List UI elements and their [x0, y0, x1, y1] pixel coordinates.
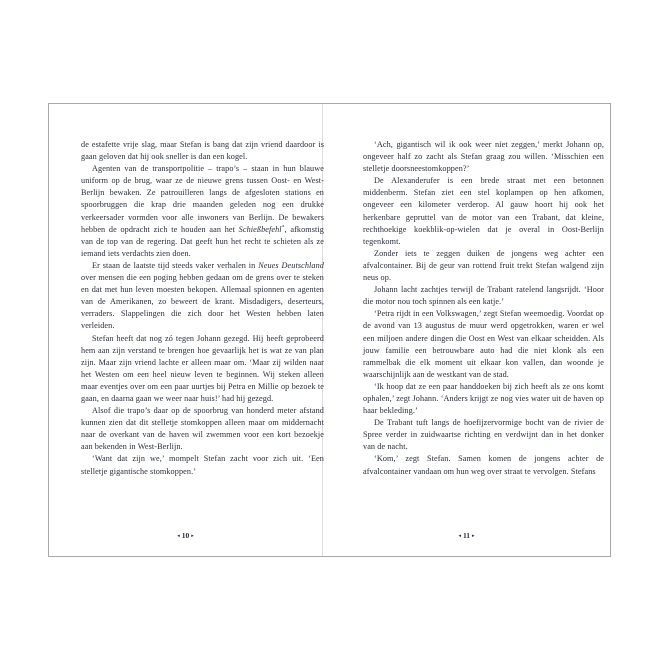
book-page-left — [49, 104, 322, 556]
page-folio-right — [323, 531, 610, 540]
paragraph: De Trabant tuft langs de hoefijzervormige bocht van de rivier de Spree verder in zuidwaartse richting en verdwijnt dan in het donker van de nacht. — [363, 418, 604, 452]
paragraph: Stefan heeft dat nog zó tegen Johann gezegd. Hij heeft geprobeerd hem aan zijn verstand te brengen hoe gevaarlijk het is wat ze van plan zijn. Maar zijn vriend lachte er alleen maar om. ‘Maar zij wilden naar het Westen om een heel nieuw leven te beginnen. Wij steken alleen maar eventjes over om een paar uurtjes bij Petra en Millie op bezoek te gaan, en daarna gaan we weer naar huis!’ had hij gezegd. — [81, 333, 324, 403]
page-number-right: 11 — [462, 531, 471, 540]
paragraph: ‘Want dat zijn we,’ mompelt Stefan zacht voor zich uit. ‘Een stelletje gigantische stomkoppen.’ — [81, 454, 324, 476]
paragraph: de estafette vrije slag, maar Stefan is bang dat zijn vriend daardoor is gaan geloven dat hij ook sneller is dan een kogel. — [81, 140, 324, 162]
page-text-right — [363, 139, 604, 478]
paragraph: Er staan de laatste tijd steeds vaker verhalen in Neues Deutschland over mensen die een poging hebben gedaan om de grens over te steken en dat met hun leven moesten bekopen. Allemaal spionnen en agenten van de Amerikanen, zo beweert de krant. Misdadigers, deserteurs, verraders. Slappelingen die zich door het Westen hebben laten verleiden. — [81, 260, 324, 331]
folio-ornament-right-icon: ▸ — [191, 534, 194, 539]
paragraph: ‘Ach, gigantisch wil ik ook weer niet zeggen,’ merkt Johann op, ongeveer half zo zacht als Stefan graag zou willen. ‘Misschien een stelletje doorsneestomkoppen?’ — [363, 140, 604, 174]
paragraph: De Alexanderufer is een brede straat met een betonnen middenberm. Stefan ziet een stel koplampen op hen afkomen, ongeveer een kilometer verderop. Al gauw hoort hij ook het herkenbare gepruttel van de motor van een Trabant, dat kleine, rechthoekige koekblik-op-wielen dat je overal in Oost-Berlijn tegenkomt. — [363, 176, 604, 246]
book-page-right — [323, 104, 610, 556]
paragraph: Agenten van de transportpolitie – trapo’s – staan in hun blauwe uniform op de brug, waar ze de nieuwe grens tussen Oost- en West-Berlijn bewaken. Ze patrouilleren langs de afgesloten stations en spoorbruggen die krap drie maanden geleden nog een drukke verkeersader vormden voor alle inwoners van Berlijn. De bewakers hebben de opdracht zich te houden aan het Schießbefehl*, afkomstig van de top van de regering. Dat geeft hun het recht te schieten als ze iemand iets verdachts zien doen. — [81, 164, 324, 258]
paragraph: Johann lacht zachtjes terwijl de Trabant ratelend langsrijdt. ‘Hoor die motor nou toch spinnen als een katje.’ — [363, 285, 604, 307]
page-folio-left — [49, 531, 322, 540]
paragraph: Zonder iets te zeggen duiken de jongens weg achter een afvalcontainer. Bij de geur van rottend fruit trekt Stefan walgend zijn neus op. — [363, 248, 604, 283]
paragraph: Alsof die trapo’s daar op de spoorbrug van honderd meter afstand kunnen zien dat dit stelletje stomkoppen alleen maar om middernacht naar de overkant van de haven wil zwemmen voor een kort bezoekje aan bekenden in West-Berlijn. — [81, 406, 324, 452]
folio-ornament-left-icon: ◂ — [177, 534, 180, 539]
page-number-left: 10 — [181, 531, 190, 540]
paragraph: ‘Petra rijdt in een Volkswagen,’ zegt Stefan weemoedig. Voordat op de avond van 13 augustus de muur werd opgetrokken, waren er wel een miljoen andere dingen die Oost en West van elkaar scheidden. Als jouw familie een betrouwbare auto had die niet klonk als een rammelbak die elk moment uit elkaar kon vallen, dan woonde je waarschijnlijk aan de westkant van de stad. — [363, 309, 604, 379]
paragraph: ‘Kom,’ zegt Stefan. Samen komen de jongens achter de afvalcontainer vandaan om hun weg over straat te vervolgen. Stefans — [363, 454, 604, 476]
folio-ornament-right-icon: ▸ — [472, 534, 475, 539]
paragraph: ‘Ik hoop dat ze een paar handdoeken bij zich heeft als ze ons komt ophalen,’ zegt Johann. ‘Anders krijgt ze nog vies water uit de haven op haar bekleding.’ — [363, 381, 604, 416]
page-text-left — [81, 139, 324, 478]
folio-ornament-left-icon: ◂ — [458, 534, 461, 539]
book-spread — [48, 103, 611, 557]
